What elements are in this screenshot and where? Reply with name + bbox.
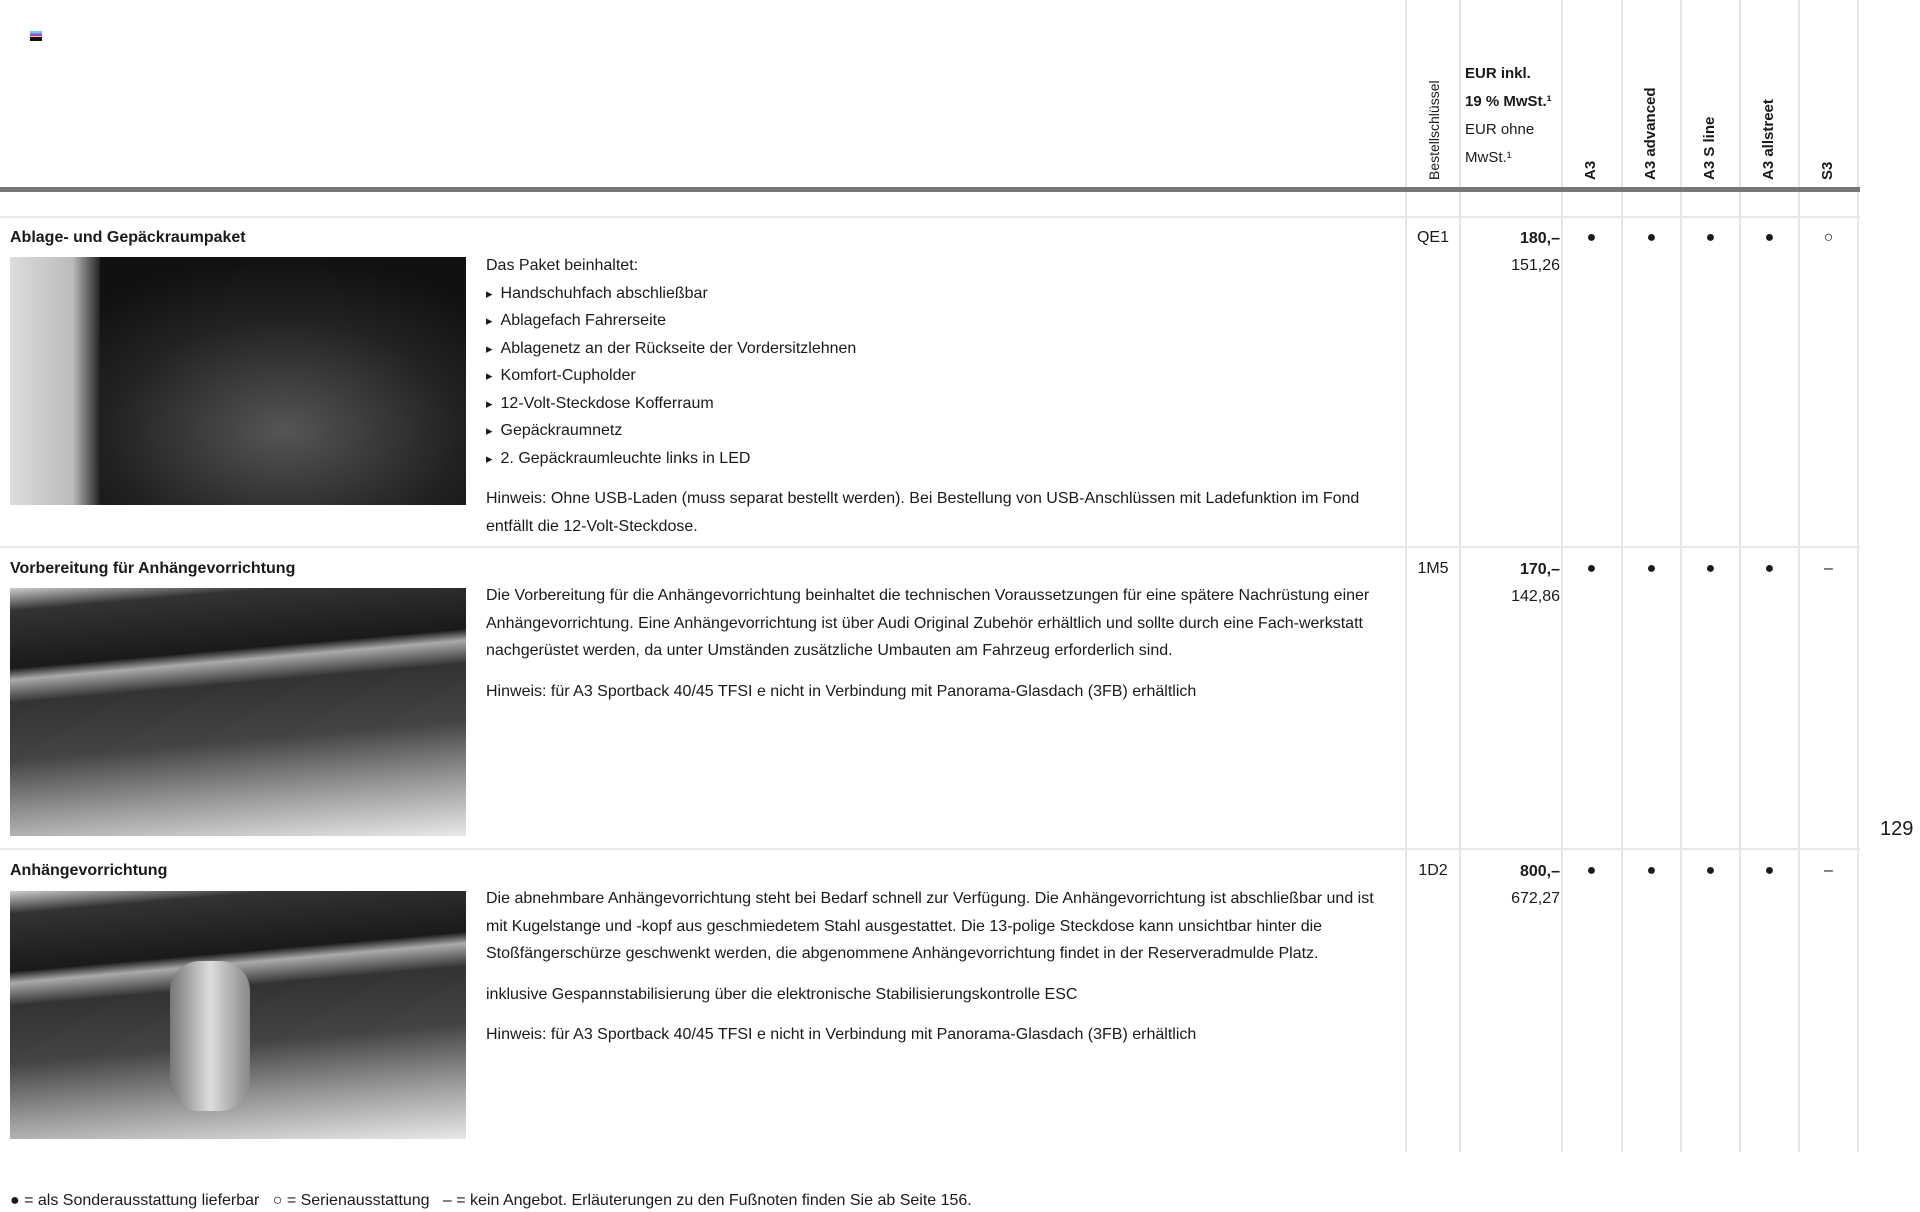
list-item: ▸ Handschuhfach abschließbar bbox=[486, 280, 1391, 308]
header-model: S3 bbox=[1819, 161, 1836, 180]
header-rule bbox=[0, 187, 1860, 192]
price-excl: 672,27 bbox=[1511, 890, 1560, 907]
availability-mark: ● bbox=[1646, 862, 1657, 879]
availability-mark: ○ bbox=[1823, 229, 1834, 246]
availability-mark: ● bbox=[1646, 560, 1657, 577]
row-title: Ablage- und Gepäckraumpaket bbox=[10, 229, 246, 246]
price bbox=[1460, 858, 1560, 912]
header-model: A3 advanced bbox=[1642, 87, 1659, 180]
header-model: A3 S line bbox=[1701, 116, 1718, 180]
towbar-image bbox=[10, 891, 466, 1139]
header-order-code: Bestellschlüssel bbox=[1426, 80, 1442, 180]
availability-mark: ● bbox=[1705, 229, 1716, 246]
order-code: 1M5 bbox=[1417, 560, 1449, 577]
row-description bbox=[486, 252, 1391, 553]
availability-mark: – bbox=[1824, 862, 1833, 879]
header-price-excl-2: MwSt.¹ bbox=[1465, 149, 1512, 166]
page-number: 129 bbox=[1880, 818, 1914, 840]
list-item: ▸ 2. Gepäckraumleuchte links in LED bbox=[486, 445, 1391, 473]
price-incl: 170,– bbox=[1519, 561, 1560, 578]
row-title: Vorbereitung für Anhängevorrichtung bbox=[10, 560, 296, 577]
row-description bbox=[486, 885, 1391, 1062]
order-code: QE1 bbox=[1416, 229, 1449, 246]
description-text: Die abnehmbare Anhängevorrichtung steht bei Bedarf schnell zur Verfügung. Die Anhängevorrichtung ist abschließbar und ist mit Kugelstange und -kopf aus geschmiedetem Stahl ausgestattet. Die 13-polige Steckdose kann unsichtbar hinter die Stoßfängerschürze geschwenkt werden, die abgenommene Anhängevorrichtung findet in der Reserveradmulde Platz. bbox=[486, 890, 1374, 962]
trunk-image bbox=[10, 257, 466, 505]
row-title: Anhängevorrichtung bbox=[10, 862, 168, 879]
list-item: ▸ Gepäckraumnetz bbox=[486, 417, 1391, 445]
legend-footnote: ● = als Sonderausstattung lieferbar ○ = Serienausstattung – = kein Angebot. Erläuterungen zu den Fußnoten finden Sie ab Seite 156. bbox=[10, 1192, 972, 1209]
availability-mark: ● bbox=[1705, 862, 1716, 879]
note: Hinweis: für A3 Sportback 40/45 TFSI e nicht in Verbindung mit Panorama-Glasdach (3FB) erhältlich bbox=[486, 682, 1197, 700]
description-text: Die Vorbereitung für die Anhängevorrichtung beinhaltet die technischen Voraussetzungen für eine spätere Nachrüstung einer Anhängevorrichtung. Eine Anhängevorrichtung ist über Audi Original Zubehör erhältlich und sollte durch eine Fach-werkstatt nachgerüstet werden, da unter Umständen zusätzliche Umbauten am Fahrzeug erforderlich sind. bbox=[486, 587, 1370, 659]
header-model: A3 bbox=[1582, 160, 1599, 180]
row-description bbox=[486, 582, 1391, 718]
availability-mark: ● bbox=[1586, 229, 1597, 246]
description-intro: Das Paket beinhaltet: bbox=[486, 257, 639, 274]
description-text: inklusive Gespannstabilisierung über die elektronische Stabilisierungskontrolle ESC bbox=[486, 985, 1078, 1003]
availability-mark: ● bbox=[1586, 862, 1597, 879]
color-bar-icon bbox=[30, 31, 42, 41]
availability-mark: ● bbox=[1646, 229, 1657, 246]
price-excl: 142,86 bbox=[1511, 588, 1560, 605]
header-model: A3 allstreet bbox=[1760, 99, 1777, 180]
list-item: ▸ Ablagefach Fahrerseite bbox=[486, 307, 1391, 335]
bumper-image bbox=[10, 588, 466, 836]
availability-mark: ● bbox=[1764, 862, 1775, 879]
availability-mark: ● bbox=[1586, 560, 1597, 577]
availability-mark: ● bbox=[1705, 560, 1716, 577]
availability-mark: – bbox=[1824, 560, 1833, 577]
note: Hinweis: Ohne USB-Laden (muss separat bestellt werden). Bei Bestellung von USB-Anschlüssen mit Ladefunktion im Fond entfällt die 12-Volt-Steckdose. bbox=[486, 490, 1360, 535]
price bbox=[1460, 225, 1560, 279]
availability-mark: ● bbox=[1764, 229, 1775, 246]
list-item: ▸ Komfort-Cupholder bbox=[486, 362, 1391, 390]
header-price-excl-1: EUR ohne bbox=[1465, 121, 1535, 138]
bullet-list bbox=[486, 280, 1391, 473]
note: Hinweis: für A3 Sportback 40/45 TFSI e nicht in Verbindung mit Panorama-Glasdach (3FB) erhältlich bbox=[486, 1026, 1197, 1043]
price bbox=[1460, 556, 1560, 610]
availability-mark: ● bbox=[1764, 560, 1775, 577]
header-price-incl-2: 19 % MwSt.¹ bbox=[1465, 93, 1552, 110]
price-incl: 180,– bbox=[1519, 230, 1560, 247]
order-code: 1D2 bbox=[1418, 862, 1448, 879]
list-item: ▸ 12-Volt-Steckdose Kofferraum bbox=[486, 390, 1391, 418]
list-item: ▸ Ablagenetz an der Rückseite der Vordersitzlehnen bbox=[486, 335, 1391, 363]
header-price-incl-1: EUR inkl. bbox=[1465, 65, 1531, 82]
price-incl: 800,– bbox=[1519, 863, 1560, 880]
price-excl: 151,26 bbox=[1511, 257, 1560, 274]
header-price bbox=[1465, 60, 1552, 172]
